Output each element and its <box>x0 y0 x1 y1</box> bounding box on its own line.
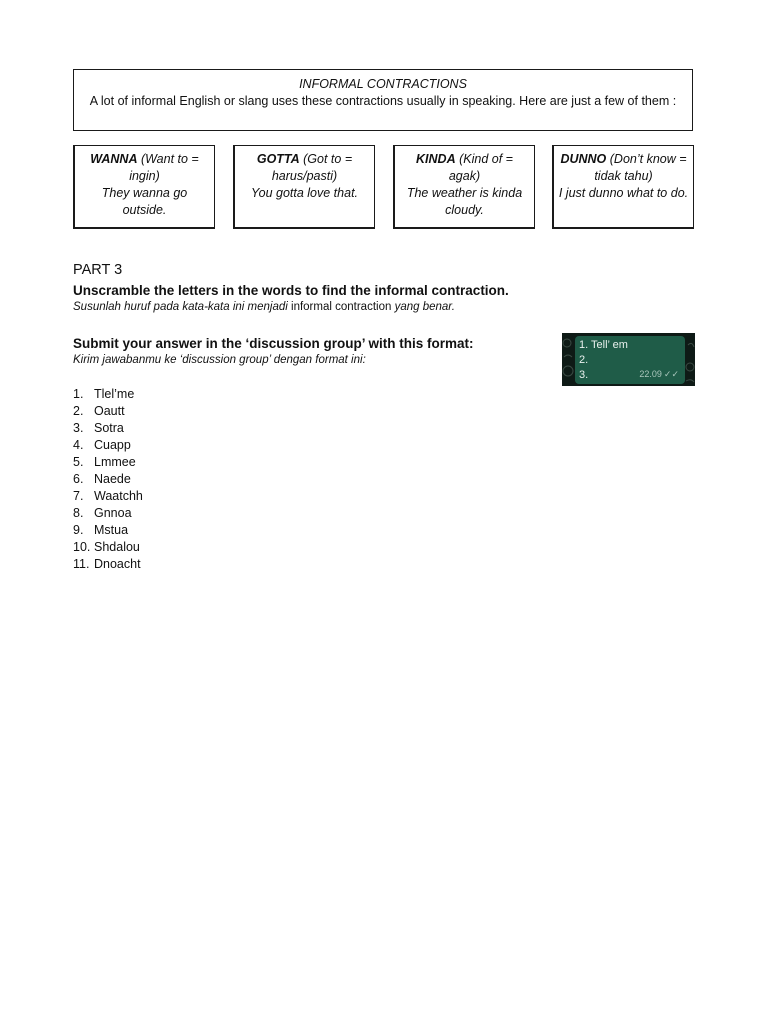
item-number: 1. <box>73 387 84 401</box>
card-word: KINDA <box>416 152 456 166</box>
item-number: 6. <box>73 472 84 486</box>
chat-format-example <box>562 333 695 386</box>
scrambled-word: Sotra <box>94 421 124 435</box>
card-meaning: (Kind of = agak) <box>448 152 513 183</box>
item-number: 4. <box>73 438 84 452</box>
chat-bubble <box>575 336 685 384</box>
card-meaning: (Don’t know = tidak tahu) <box>594 152 687 183</box>
card-word: WANNA <box>90 152 138 166</box>
unscramble-instruction: Unscramble the letters in the words to find the informal contraction. <box>73 283 509 298</box>
card-meaning: (Want to = ingin) <box>129 152 199 183</box>
submit-instruction: Submit your answer in the ‘discussion group’ with this format: <box>73 336 474 351</box>
list-item <box>73 539 143 556</box>
chat-line: 1. Tell’ em <box>579 339 628 351</box>
card-example: You gotta love that. <box>250 186 359 200</box>
item-number: 8. <box>73 506 84 520</box>
unscramble-instruction-id <box>73 301 455 313</box>
contraction-card-kinda <box>393 145 535 229</box>
contraction-card-dunno <box>552 145 694 229</box>
part-title: PART 3 <box>73 262 123 278</box>
instruction-id-part-3: yang benar. <box>391 301 455 313</box>
card-word: DUNNO <box>560 152 607 166</box>
card-word: GOTTA <box>256 152 300 166</box>
scrambled-word: Lmmee <box>94 455 136 469</box>
instruction-id-part-1: Susunlah huruf pada kata-kata ini menjadi <box>73 301 292 313</box>
contraction-card-wanna <box>73 145 215 229</box>
scrambled-word: Tlel’me <box>94 387 135 401</box>
instruction-id-part-2: informal contraction <box>291 301 392 313</box>
read-receipt-icon: ✓✓ <box>663 369 679 379</box>
list-item <box>73 420 143 437</box>
scrambled-word: Cuapp <box>94 438 131 452</box>
card-example: They wanna go outside. <box>101 186 188 217</box>
intro-text: A lot of informal English or slang uses these contractions usually in speaking. Here are just a few of them : <box>89 94 677 108</box>
item-number: 11. <box>73 557 90 571</box>
contraction-cards <box>73 145 695 229</box>
contraction-card-gotta <box>233 145 375 229</box>
scrambled-word: Gnnoa <box>94 506 132 520</box>
card-meaning: (Got to = harus/pasti) <box>271 152 353 183</box>
intro-box <box>73 69 693 131</box>
list-item <box>73 522 143 539</box>
scrambled-word: Shdalou <box>94 540 140 554</box>
card-example: The weather is kinda cloudy. <box>406 186 523 217</box>
item-number: 3. <box>73 421 84 435</box>
item-number: 10. <box>73 540 91 554</box>
scrambled-word-list <box>73 386 143 573</box>
item-number: 9. <box>73 523 84 537</box>
scrambled-word: Mstua <box>94 523 129 537</box>
chat-time-text: 22.09 <box>639 369 662 379</box>
card-example: I just dunno what to do. <box>558 186 689 200</box>
item-number: 2. <box>73 404 84 418</box>
chat-line: 2. <box>579 354 589 366</box>
scrambled-word: Oautt <box>94 404 125 418</box>
item-number: 7. <box>73 489 84 503</box>
list-item <box>73 471 143 488</box>
list-item <box>73 403 143 420</box>
chat-timestamp <box>639 367 679 382</box>
submit-instruction-id: Kirim jawabanmu ke ‘discussion group’ dengan format ini: <box>73 354 366 366</box>
chat-line: 3. <box>579 369 589 381</box>
list-item <box>73 437 143 454</box>
list-item <box>73 488 143 505</box>
scrambled-word: Dnoacht <box>94 557 141 571</box>
list-item <box>73 386 143 403</box>
list-item <box>73 505 143 522</box>
scrambled-word: Waatchh <box>94 489 143 503</box>
list-item <box>73 556 143 573</box>
item-number: 5. <box>73 455 84 469</box>
list-item <box>73 454 143 471</box>
intro-title: INFORMAL CONTRACTIONS <box>299 77 467 91</box>
scrambled-word: Naede <box>94 472 131 486</box>
